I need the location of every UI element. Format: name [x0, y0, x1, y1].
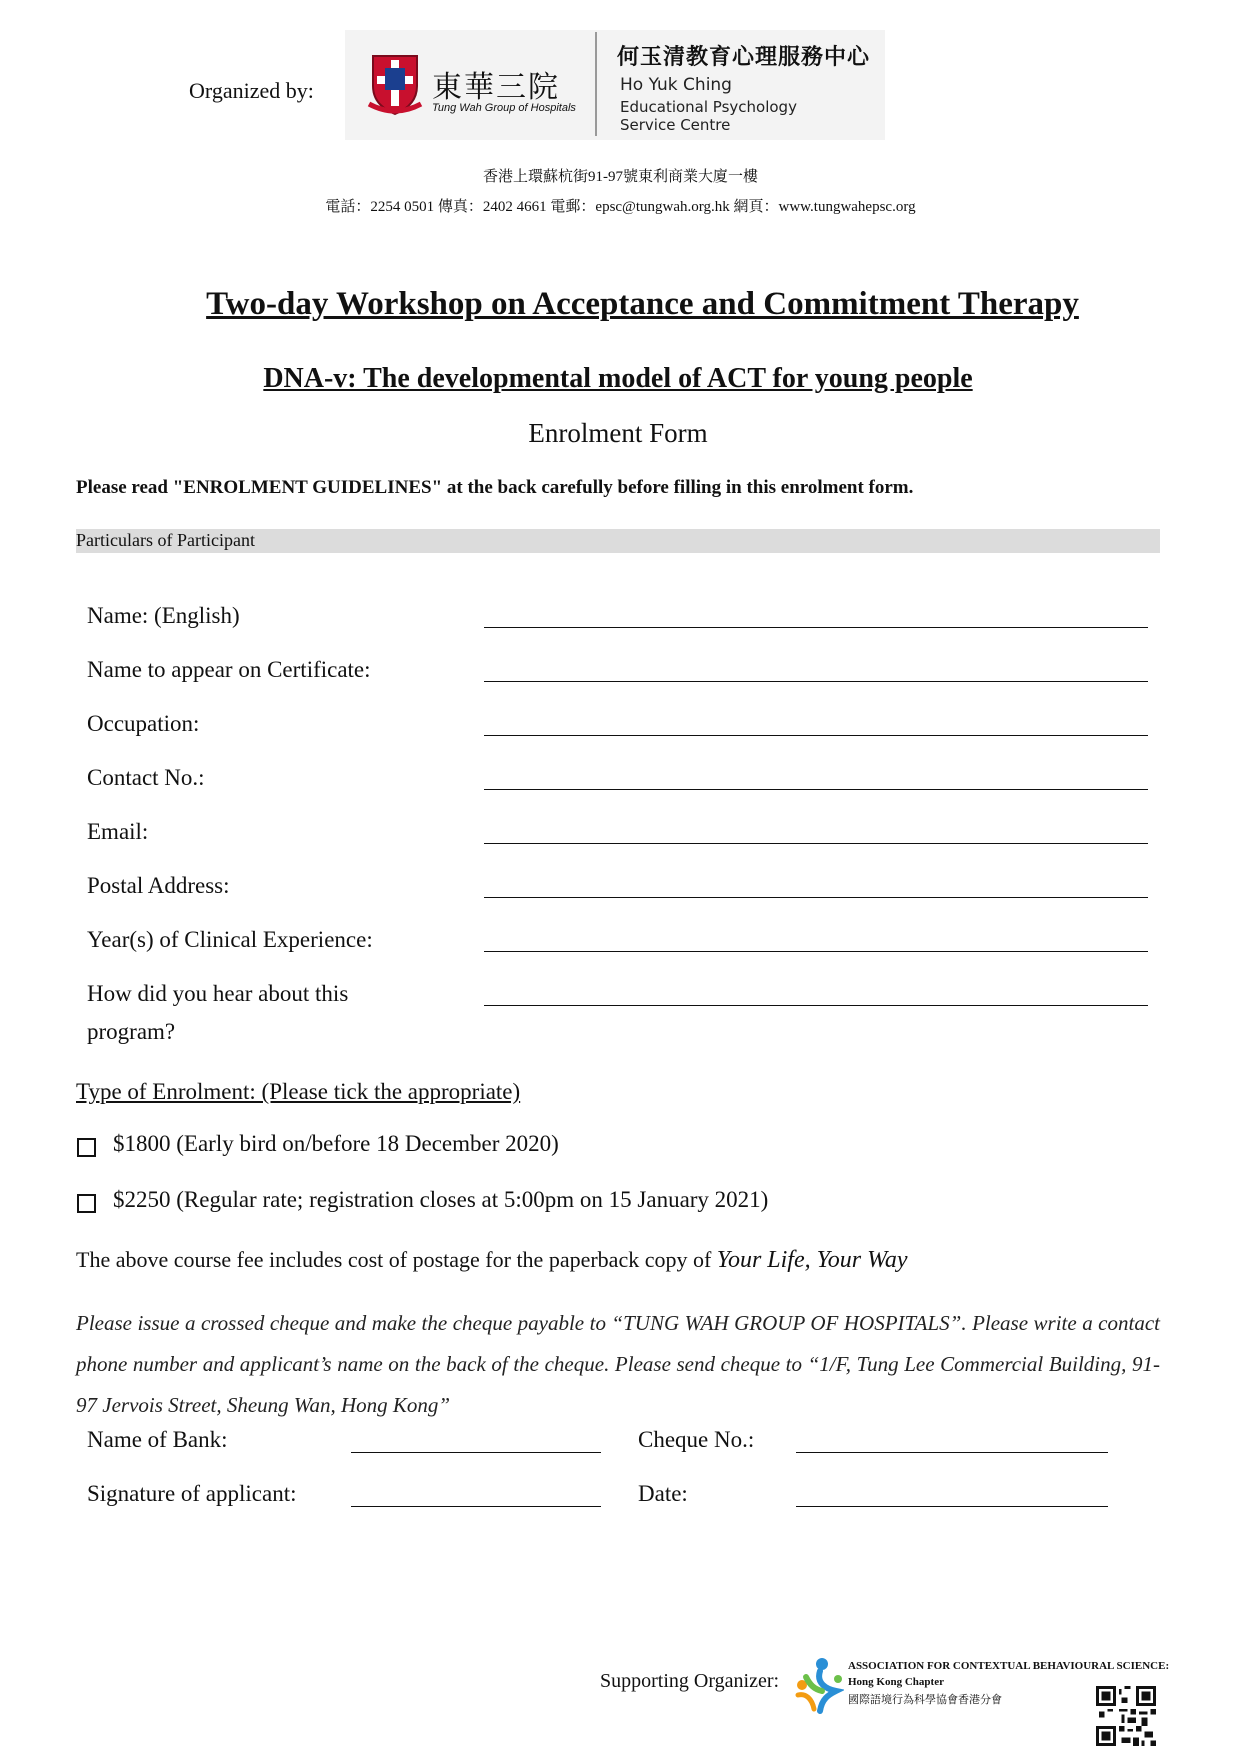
- hear-about-field[interactable]: [484, 1005, 1148, 1006]
- acbs-name-chinese: 國際語境行為科學協會香港分會: [848, 1693, 1002, 1706]
- contact-no-label: Contact No.:: [87, 765, 205, 790]
- book-title: Your Life, Your Way: [716, 1247, 908, 1273]
- clinical-experience-field[interactable]: [484, 951, 1148, 952]
- acbs-logo: [792, 1655, 844, 1715]
- supporting-organizer-label: Supporting Organizer:: [600, 1670, 780, 1692]
- epsc-english-line-2: Educational Psychology: [620, 98, 797, 116]
- section-title: Particulars of Participant: [76, 530, 255, 550]
- guidelines-notice: Please read "ENROLMENT GUIDELINES" at the back carefully before filling in this enrolment form.: [76, 477, 914, 498]
- occupation-label: Occupation:: [87, 711, 200, 736]
- date-label: Date:: [638, 1481, 688, 1506]
- organized-by-label: Organized by:: [189, 78, 314, 103]
- acbs-chapter: Hong Kong Chapter: [848, 1676, 944, 1688]
- logo-divider: [595, 32, 597, 136]
- epsc-english-line-1: Ho Yuk Ching: [620, 75, 732, 95]
- occupation-field[interactable]: [484, 735, 1148, 736]
- payment-instructions: Please issue a crossed cheque and make the cheque payable to “TUNG WAH GROUP OF HOSPITALS”. Please write a contact phone number and applicant’s name on the back of the cheque. Please send cheque to “1/F, Tung Lee Commercial Building, 91-97 Jervois Street, Sheung Wan, Hong Kong”: [76, 1311, 1160, 1417]
- bank-name-label: Name of Bank:: [87, 1427, 228, 1452]
- early-bird-checkbox[interactable]: [77, 1138, 96, 1157]
- email-label: Email:: [87, 819, 149, 844]
- cheque-no-field[interactable]: [796, 1452, 1108, 1453]
- twgh-chinese-name: 東華三院: [432, 70, 560, 105]
- twgh-crest-logo: [365, 52, 425, 118]
- name-english-field[interactable]: [484, 627, 1148, 628]
- centre-address: 香港上環蘇杭街91-97號東利商業大廈一樓: [483, 169, 758, 185]
- signature-field[interactable]: [351, 1506, 601, 1507]
- postal-address-label: Postal Address:: [87, 873, 230, 898]
- regular-rate-option-label: $2250 (Regular rate; registration closes at 5:00pm on 15 January 2021): [113, 1187, 769, 1212]
- fee-note: [76, 1247, 908, 1274]
- early-bird-option-label: $1800 (Early bird on/before 18 December 2020): [113, 1131, 559, 1156]
- form-title: Enrolment Form: [528, 418, 708, 448]
- workshop-subtitle: DNA-v: The developmental model of ACT for young people: [263, 363, 973, 394]
- clinical-experience-label: Year(s) of Clinical Experience:: [87, 927, 373, 952]
- acbs-name-english: ASSOCIATION FOR CONTEXTUAL BEHAVIOURAL SCIENCE:: [848, 1660, 1170, 1672]
- bank-name-field[interactable]: [351, 1452, 601, 1453]
- fee-note-text: The above course fee includes cost of postage for the paperback copy of: [76, 1247, 717, 1272]
- epsc-chinese-name: 何玉清教育心理服務中心: [617, 45, 871, 70]
- regular-rate-checkbox[interactable]: [77, 1194, 96, 1213]
- signature-label: Signature of applicant:: [87, 1481, 297, 1506]
- date-field[interactable]: [796, 1506, 1108, 1507]
- certificate-name-field[interactable]: [484, 681, 1148, 682]
- email-field[interactable]: [484, 843, 1148, 844]
- hear-about-label-line-2: program?: [87, 1019, 176, 1044]
- centre-contact: 電話：2254 0501 傳真：2402 4661 電郵：epsc@tungwah.org.hk 網頁：www.tungwahepsc.org: [325, 199, 916, 215]
- hear-about-label-line-1: How did you hear about this: [87, 981, 349, 1006]
- epsc-english-line-3: Service Centre: [620, 116, 731, 134]
- cheque-no-label: Cheque No.:: [638, 1427, 755, 1452]
- contact-no-field[interactable]: [484, 789, 1148, 790]
- name-english-label: Name: (English): [87, 603, 240, 628]
- qr-code-icon: [1096, 1686, 1156, 1746]
- certificate-name-label: Name to appear on Certificate:: [87, 657, 371, 682]
- enrolment-type-heading: Type of Enrolment: (Please tick the appropriate): [76, 1079, 521, 1104]
- workshop-title: Two-day Workshop on Acceptance and Commitment Therapy: [206, 286, 1079, 322]
- postal-address-field[interactable]: [484, 897, 1148, 898]
- twgh-english-name: Tung Wah Group of Hospitals: [432, 102, 576, 114]
